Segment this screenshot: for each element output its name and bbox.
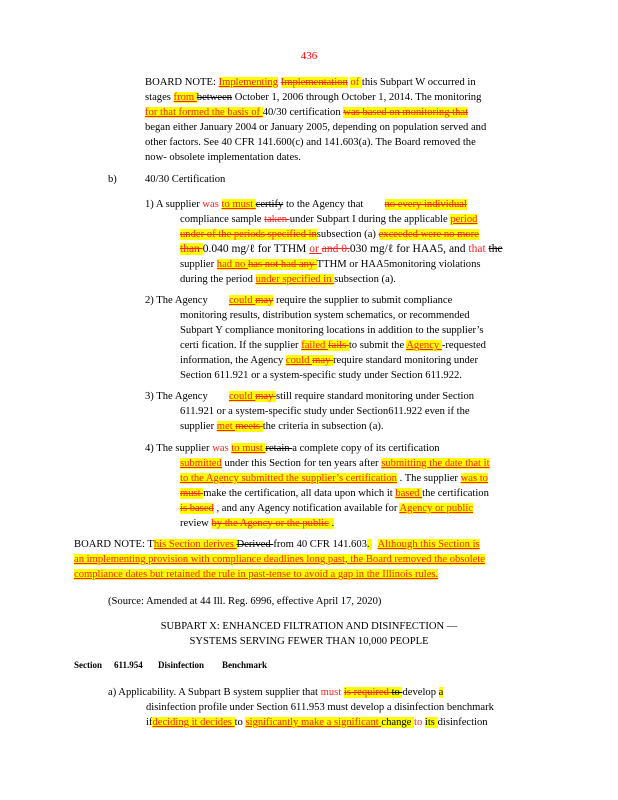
deleted-text: fails — [327, 340, 349, 351]
text-run: review — [180, 518, 212, 529]
deleted-text: 0. — [341, 243, 350, 255]
deleted-text: is based — [180, 503, 214, 514]
deleted-text: the — [488, 243, 503, 255]
text-run: subsection (a). — [334, 274, 396, 285]
text-run: 1) A supplier — [145, 199, 203, 210]
text-run: from 40 CFR 141.603 — [273, 539, 367, 550]
subpart-heading-line: SUBPART X: ENHANCED FILTRATION AND DISINFECTION — — [160, 621, 458, 632]
text-run: disinfection — [437, 717, 488, 728]
item-2-line — [145, 353, 540, 368]
deleted-text: by the Agency or the public — [211, 518, 329, 529]
item-a-line — [108, 715, 538, 730]
page-number: 436 — [300, 50, 318, 62]
inserted-text: or — [309, 243, 322, 255]
deleted-text: may — [255, 391, 277, 402]
subpart-heading — [0, 619, 618, 649]
text-run: a complete copy of its certification — [292, 443, 440, 454]
text-run: a — [438, 687, 444, 698]
text-run: 4) The supplier — [145, 443, 213, 454]
text-run: stages — [145, 92, 174, 103]
item-1-line — [145, 212, 540, 227]
item-4-line — [145, 441, 540, 456]
item-4-line — [145, 456, 540, 471]
board-note-2-line — [74, 537, 536, 552]
deleted-text: may — [255, 295, 274, 306]
item-2-line — [145, 293, 540, 308]
inserted-text: to the Agency submitted the supplier’s certification — [180, 473, 397, 484]
inserted-text: to must — [231, 443, 266, 454]
text-run: BOARD NOTE: T — [74, 539, 154, 550]
inserted-text: based — [395, 488, 423, 499]
board-note-1-line — [145, 105, 535, 120]
item-2-line: Section 611.921 or a system-specific study under Section 611.922. — [180, 370, 462, 381]
deleted-text: is required — [343, 687, 392, 698]
inserted-text: to must — [221, 199, 256, 210]
inserted-text: was to — [460, 473, 488, 484]
text-run: 40/30 certification — [262, 107, 344, 118]
text-run: information, the Agency — [180, 355, 286, 366]
item-2-line — [145, 338, 540, 353]
deleted-text: under of the periods specified in — [180, 229, 317, 240]
inserted-text: could — [228, 295, 256, 306]
text-run: if — [146, 717, 153, 728]
item-3 — [145, 389, 540, 434]
deleted-text: Implementation — [280, 77, 348, 88]
board-note-1 — [145, 75, 535, 165]
inserted-text: submitting the date that it — [381, 458, 490, 469]
item-1 — [145, 197, 540, 287]
subsection-b-label: b) — [108, 174, 117, 185]
section-number: 611.954 — [114, 660, 143, 670]
text-run: -requested — [441, 340, 486, 351]
item-2-line: monitoring results, distribution system schematics, or recommended — [180, 310, 470, 321]
text-run: 2) The Agency — [145, 295, 211, 306]
item-1-line — [145, 242, 540, 257]
text-run: . — [366, 539, 373, 550]
board-note-2-line — [74, 567, 536, 582]
text-run: a) Applicability. A Subpart B system supplier that — [108, 687, 321, 698]
item-1-line — [145, 272, 540, 287]
text-run: to submit the — [348, 340, 407, 351]
text-run: supplier — [180, 421, 217, 432]
item-4-line — [145, 501, 540, 516]
item-4-line — [145, 516, 540, 531]
deleted-text: may — [312, 355, 333, 366]
deleted-text: retain — [265, 443, 293, 454]
item-1-line — [145, 227, 540, 242]
text-run: certi fication. If the supplier — [180, 340, 302, 351]
section-title: Disinfection — [158, 660, 204, 670]
deleted-text: than — [180, 243, 203, 255]
board-note-1-line: began either January 2004 or January 2005, depending on population served and — [145, 122, 487, 133]
text-run: 0.040 mg/ℓ for TTHM — [202, 243, 310, 255]
item-a — [108, 685, 538, 730]
text-run: . The supplier — [396, 473, 461, 484]
text-run: TTHM or HAA5monitoring violations — [316, 259, 481, 270]
item-2 — [145, 293, 540, 383]
section-label: Section — [74, 660, 102, 670]
inserted-text: Agency — [406, 340, 442, 351]
item-3-line: 611.921 or a system-specific study under Section611.922 even if the — [180, 406, 470, 417]
deleted-text: certify — [255, 199, 284, 210]
inserted-text: compliance dates but retained the rule in past-tense to avoid a gap in the Illinois rules. — [74, 569, 439, 580]
board-note-1-line: now- obsolete implementation dates. — [145, 152, 301, 163]
deleted-text: must — [180, 488, 204, 499]
item-4 — [145, 441, 540, 531]
inserted-text: met — [216, 421, 236, 432]
subpart-heading-line: SYSTEMS SERVING FEWER THAN 10,000 PEOPLE — [189, 636, 429, 647]
deleted-text: that — [468, 243, 489, 255]
text-run: develop — [402, 687, 439, 698]
deleted-text: has not had any — [247, 259, 317, 270]
deleted-text: taken — [264, 214, 290, 225]
item-1-line — [145, 257, 540, 272]
inserted-text: could — [285, 355, 313, 366]
item-3-line — [145, 389, 540, 404]
inserted-text: an implementing provision with compliance deadlines long past, the Board removed the obsolete — [74, 554, 485, 565]
text-run: subsection (a) — [316, 229, 379, 240]
board-note-2 — [74, 537, 536, 582]
text-run: require the supplier to submit compliance — [273, 295, 453, 306]
item-4-line — [145, 486, 540, 501]
section-title-2: Benchmark — [222, 660, 267, 670]
text-run: . — [328, 518, 335, 529]
board-note-1-line: other factors. See 40 CFR 141.600(c) and 141.603(a). The Board removed the — [145, 137, 476, 148]
deleted-text: meets — [235, 421, 263, 432]
item-3-line — [145, 419, 540, 434]
text-run: its — [424, 717, 438, 728]
deleted-text: exceeded were no more — [378, 229, 479, 240]
text-run: during the period — [180, 274, 256, 285]
text-run: 3) The Agency — [145, 391, 211, 402]
inserted-text: was — [202, 199, 222, 210]
deleted-text: no every individual — [384, 199, 467, 210]
source-note: (Source: Amended at 44 Ill. Reg. 6996, effective April 17, 2020) — [108, 596, 382, 607]
inserted-text: Agency or public — [399, 503, 474, 514]
inserted-text: was — [212, 443, 232, 454]
deleted-text: Derived — [236, 539, 274, 550]
text-run: 030 mg/ℓ for HAA5, — [349, 243, 449, 255]
text-run: make the certification, all data upon which it — [203, 488, 396, 499]
text-run: to the Agency that — [283, 199, 366, 210]
item-1-line — [145, 197, 540, 212]
text-run: require standard monitoring under — [333, 355, 479, 366]
deleted-text: and — [321, 243, 342, 255]
inserted-text: for that formed the basis of — [145, 107, 263, 118]
inserted-text: deciding it decides — [152, 717, 235, 728]
text-run: under Subpart I during the applicable — [289, 214, 451, 225]
item-4-line — [145, 471, 540, 486]
inserted-text: significantly make a significant — [245, 717, 382, 728]
inserted-text: of — [350, 77, 362, 88]
text-run: the certification — [422, 488, 489, 499]
board-note-1-line — [145, 75, 535, 90]
board-note-1-line — [145, 90, 535, 105]
inserted-text: from — [173, 92, 197, 103]
inserted-text: his Section derives — [153, 539, 237, 550]
inserted-text: must — [320, 687, 344, 698]
inserted-text: under specified in — [255, 274, 335, 285]
text-run: supplier — [180, 259, 217, 270]
deleted-text: to — [391, 687, 403, 698]
inserted-text: Implementing — [218, 77, 279, 88]
subsection-b-title: 40/30 Certification — [145, 174, 226, 185]
deleted-text: was based on monitoring that — [343, 107, 469, 118]
text-run: to — [234, 717, 246, 728]
item-2-line: Subpart Y compliance monitoring locations in addition to the supplier’s — [180, 325, 484, 336]
inserted-text: Although this Section is — [377, 539, 480, 550]
inserted-text: could — [228, 391, 256, 402]
item-a-line — [108, 685, 538, 700]
text-run: October 1, 2006 through October 1, 2014. The monitoring — [232, 92, 482, 103]
text-run: and — [448, 243, 469, 255]
text-run: compliance sample — [180, 214, 265, 225]
text-run: BOARD NOTE: — [145, 77, 219, 88]
text-run: change — [381, 717, 415, 728]
deleted-text: between — [196, 92, 233, 103]
text-run: still require standard monitoring under Section — [276, 391, 475, 402]
text-run: the criteria in subsection (a). — [262, 421, 384, 432]
inserted-text: to — [414, 717, 425, 728]
text-run: under this Section for ten years after — [221, 458, 382, 469]
inserted-text: period — [450, 214, 478, 225]
item-a-line: disinfection profile under Section 611.953 must develop a disinfection benchmark — [146, 702, 494, 713]
text-run: this Subpart W occurred in — [361, 77, 476, 88]
board-note-2-line — [74, 552, 536, 567]
inserted-text: had no — [216, 259, 248, 270]
inserted-text: failed — [301, 340, 328, 351]
inserted-text: submitted — [180, 458, 222, 469]
text-run: , and any Agency notification available for — [213, 503, 400, 514]
